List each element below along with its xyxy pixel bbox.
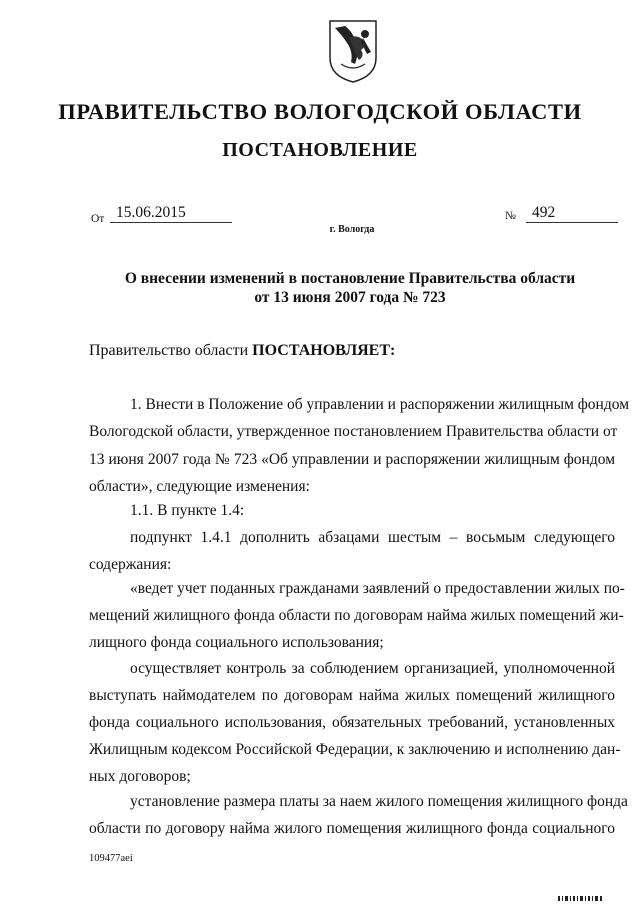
body-line: выступать наймодателем по договорам найма жилых помещений жилищного <box>89 687 615 704</box>
document-date: 15.06.2015 <box>110 204 232 223</box>
body-line: «ведет учет поданных гражданами заявлений о предоставлении жилых по- <box>130 580 625 597</box>
coat-of-arms-emblem <box>327 18 379 84</box>
body-line: ных договоров; <box>89 768 191 785</box>
body-line: 1.1. В пункте 1.4: <box>130 502 245 519</box>
body-line: осуществляет контроль за соблюдением организацией, уполномоченной <box>130 660 615 677</box>
body-line: 13 июня 2007 года № 723 «Об управлении и распоряжении жилищным фондом <box>89 451 615 468</box>
body-line: Жилищным кодексом Российской Федерации, к заключению и исполнению дан- <box>89 741 621 758</box>
subject-line-2: от 13 июня 2007 года № 723 <box>254 289 446 306</box>
number-prefix: № <box>505 210 516 222</box>
body-line: фонда социального использования, обязательных требований, установленных <box>89 714 615 731</box>
decree-word: ПОСТАНОВЛЯЕТ: <box>252 342 396 359</box>
date-prefix: От <box>91 213 105 225</box>
body-line: мещений жилищного фонда области по договорам найма жилых помещений жи- <box>89 607 624 624</box>
body-line: Вологодской области, утвержденное постановлением Правительства области от <box>89 423 618 440</box>
decree-intro-text: Правительство области <box>89 342 249 359</box>
subject-line-1: О внесении изменений в постановление Правительства области <box>124 270 576 287</box>
body-line: лищного фонда социального использования; <box>89 634 384 651</box>
body-line: подпункт 1.4.1 дополнить абзацами шестым – восьмым следующего <box>130 529 615 546</box>
document-type: ПОСТАНОВЛЕНИЕ <box>222 139 418 161</box>
body-line: 1. Внести в Положение об управлении и распоряжении жилищным фондом <box>130 396 630 413</box>
document-number: 492 <box>526 204 618 223</box>
body-line: установление размера платы за наем жилого помещения жилищного фонда <box>130 793 628 810</box>
document-subject <box>0 269 640 307</box>
body-line: области по договору найма жилого помещения жилищного фонда социального <box>89 820 615 837</box>
footer-code: 109477aei <box>89 853 133 864</box>
decree-intro <box>89 342 615 360</box>
city-label: г. Вологда <box>329 224 375 235</box>
body-line: содержания: <box>89 556 172 573</box>
government-title: ПРАВИТЕЛЬСТВО ВОЛОГОДСКОЙ ОБЛАСТИ <box>58 99 582 124</box>
body-line: области», следующие изменения: <box>89 478 310 495</box>
barcode-mark <box>558 896 604 901</box>
